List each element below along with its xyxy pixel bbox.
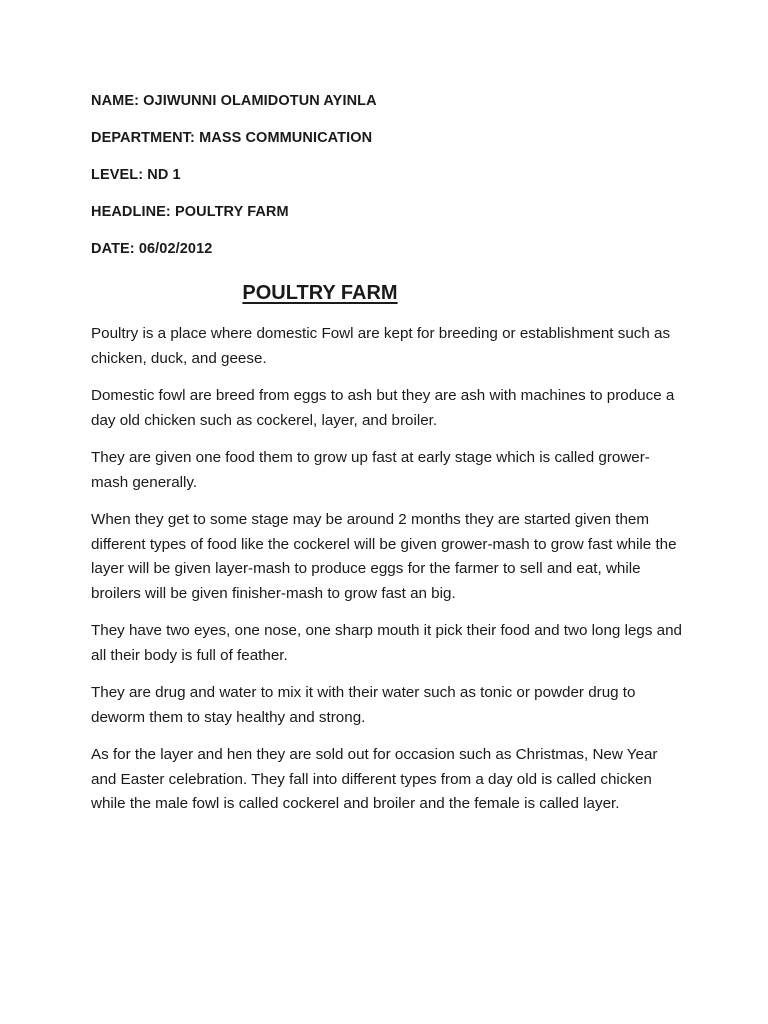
document-title: POULTRY FARM bbox=[242, 282, 398, 304]
level: LEVEL: ND 1 bbox=[91, 167, 181, 183]
date: DATE: 06/02/2012 bbox=[91, 241, 213, 257]
paragraph: Domestic fowl are breed from eggs to ash but they are ash with machines to produce a day old chicken such as cockerel, layer, and broiler. bbox=[91, 387, 675, 429]
student-name: NAME: OJIWUNNI OLAMIDOTUN AYINLA bbox=[91, 93, 377, 109]
paragraph: As for the layer and hen they are sold out for occasion such as Christmas, New Year and Easter celebration. They fall into different types from a day old is called chicken while the male fowl is called cockerel and broiler and the female is called layer. bbox=[91, 746, 658, 812]
department: DEPARTMENT: MASS COMMUNICATION bbox=[91, 130, 373, 146]
paragraph: Poultry is a place where domestic Fowl are kept for breeding or establishment such as chicken, duck, and geese. bbox=[91, 325, 671, 367]
paragraph: When they get to some stage may be around 2 months they are started given them different types of food like the cockerel will be given grower-mash to grow fast while the layer will be given layer-mash to produce eggs for the farmer to sell and eat, while broilers will be given finisher-mash to grow fast an big. bbox=[91, 511, 677, 602]
paragraph: They have two eyes, one nose, one sharp mouth it pick their food and two long legs and all their body is full of feather. bbox=[91, 622, 682, 664]
paragraph: They are given one food them to grow up fast at early stage which is called grower-mash generally. bbox=[91, 449, 650, 491]
header-block bbox=[91, 92, 691, 277]
headline: HEADLINE: POULTRY FARM bbox=[91, 204, 289, 220]
paragraph: They are drug and water to mix it with their water such as tonic or powder drug to deworm them to stay healthy and strong. bbox=[91, 684, 636, 726]
body-text bbox=[91, 322, 683, 830]
